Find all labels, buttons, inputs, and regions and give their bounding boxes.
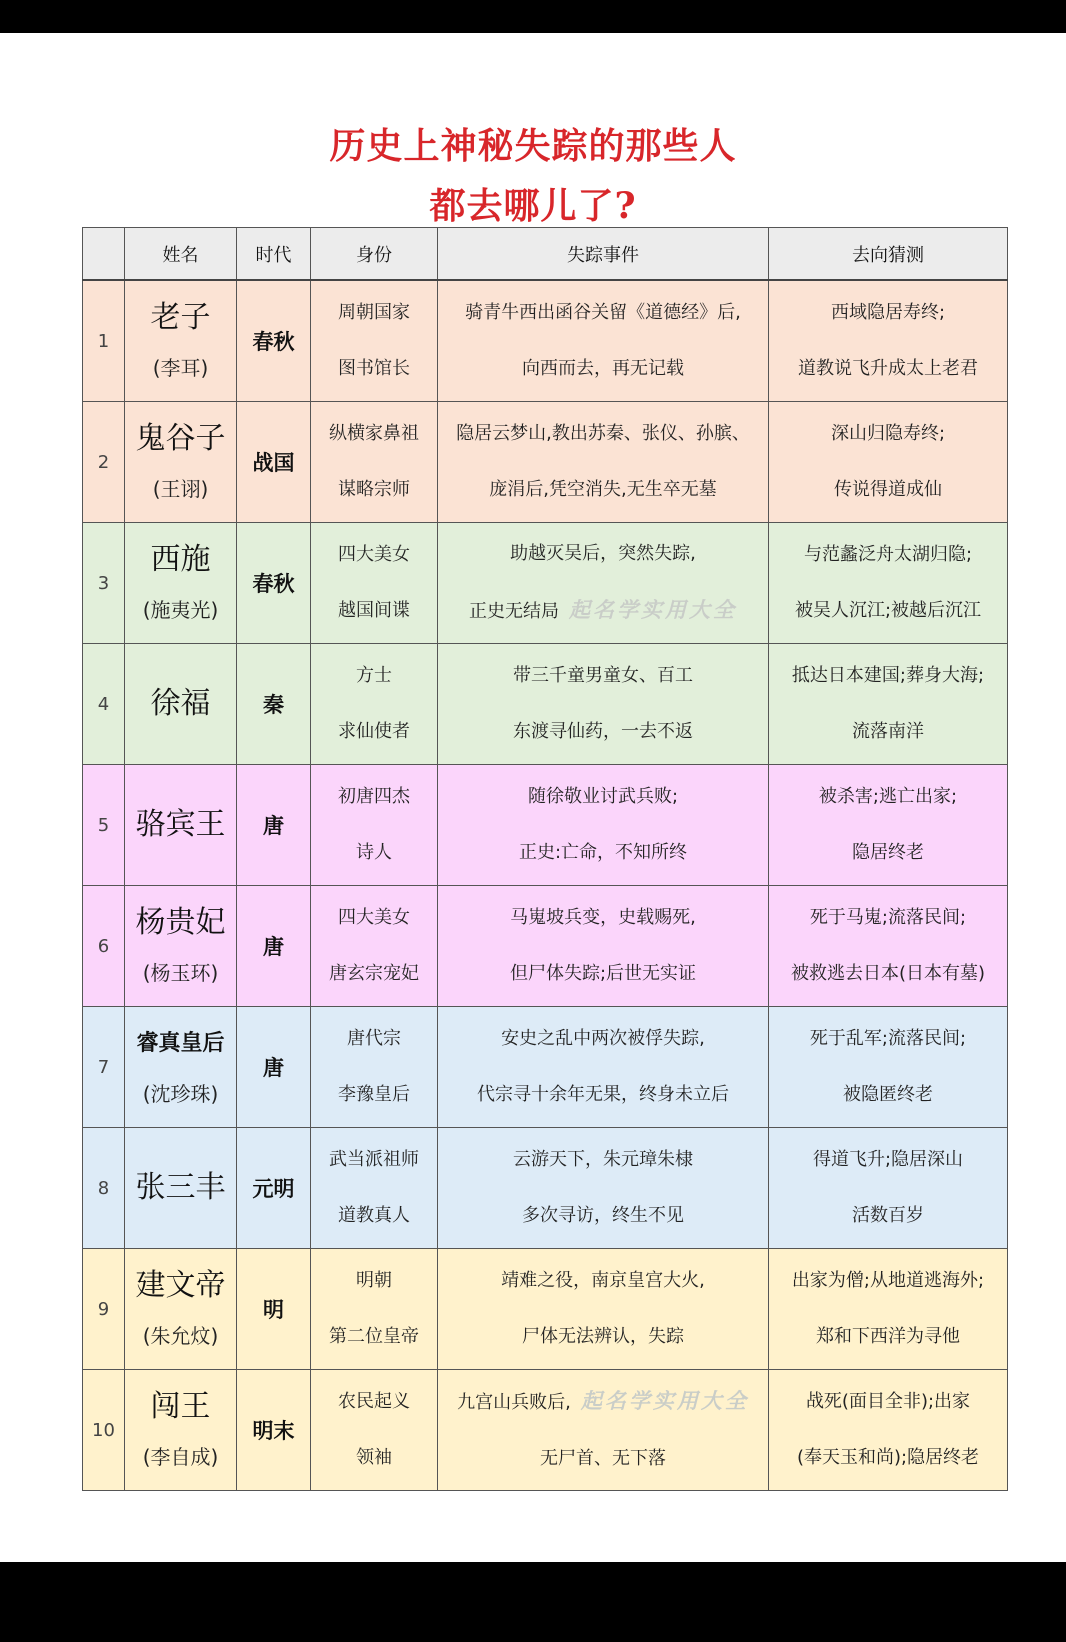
table-row: [83, 886, 1008, 1007]
identity-line: 四大美女: [338, 907, 410, 928]
event-cell: [438, 644, 769, 765]
identity-cell: [311, 1249, 438, 1370]
era-cell: 元明: [237, 1128, 311, 1249]
event-cell: [438, 402, 769, 523]
event-line: 但尸体失踪;后世无实证: [509, 963, 697, 984]
person-alias: (王诩): [152, 477, 209, 501]
watermark: 起名学实用大全: [580, 1388, 749, 1413]
event-line-with-watermark: [438, 596, 768, 626]
header-era: 时代: [237, 228, 311, 281]
event-cell: [438, 1007, 769, 1128]
name-cell: [125, 1128, 237, 1249]
guess-line: 得道飞升;隐居深山: [812, 1149, 964, 1170]
row-number: 8: [83, 1128, 125, 1249]
event-cell: [438, 280, 769, 402]
event-line: 多次寻访，终生不见: [522, 1205, 684, 1226]
guess-cell: [769, 765, 1008, 886]
guess-cell: [769, 402, 1008, 523]
person-alias: (朱允炆): [142, 1324, 219, 1348]
event-line: 东渡寻仙药，一去不返: [513, 721, 693, 742]
identity-cell: [311, 1128, 438, 1249]
person-name: 骆宾王: [135, 807, 226, 842]
table-row: [83, 1370, 1008, 1491]
row-number: 1: [83, 280, 125, 402]
event-line: 正史:亡命，不知所终: [518, 842, 688, 863]
guess-line: (奉天玉和尚);隐居终老: [796, 1447, 980, 1468]
guess-line: 与范蠡泛舟太湖归隐;: [803, 544, 973, 565]
identity-line: 第二位皇帝: [329, 1326, 419, 1347]
identity-line: 谋略宗师: [338, 479, 410, 500]
identity-cell: [311, 886, 438, 1007]
identity-cell: [311, 644, 438, 765]
guess-line: 被隐匿终老: [843, 1084, 933, 1105]
table-row: [83, 765, 1008, 886]
guess-cell: [769, 1128, 1008, 1249]
event-line: 靖难之役，南京皇宫大火,: [501, 1270, 705, 1291]
person-name: 老子: [150, 300, 211, 335]
table-row: [83, 402, 1008, 523]
person-name: 鬼谷子: [135, 421, 226, 456]
era-cell: 明末: [237, 1370, 311, 1491]
row-number: 5: [83, 765, 125, 886]
event-line: 马嵬坡兵变，史载赐死,: [510, 907, 696, 928]
identity-line: 求仙使者: [338, 721, 410, 742]
name-cell: [125, 644, 237, 765]
guess-cell: [769, 1249, 1008, 1370]
guess-line: 出家为僧;从地道逃海外;: [791, 1270, 985, 1291]
person-alias: (沈珍珠): [142, 1082, 219, 1106]
person-alias: (李自成): [142, 1445, 219, 1469]
identity-line: 四大美女: [338, 544, 410, 565]
era-cell: 明: [237, 1249, 311, 1370]
row-number: 3: [83, 523, 125, 644]
row-number: 6: [83, 886, 125, 1007]
table-row: [83, 644, 1008, 765]
table-row: [83, 280, 1008, 402]
table-row: [83, 1007, 1008, 1128]
header-identity: 身份: [311, 228, 438, 281]
event-line: 安史之乱中两次被俘失踪,: [501, 1028, 705, 1049]
event-line: 带三千童男童女、百工: [513, 665, 693, 686]
guess-line: 被杀害;逃亡出家;: [818, 786, 958, 807]
guess-line: 活数百岁: [852, 1205, 924, 1226]
event-line: 代宗寻十余年无果，终身未立后: [477, 1084, 729, 1105]
name-cell: [125, 402, 237, 523]
header-name: 姓名: [125, 228, 237, 281]
name-cell: [125, 523, 237, 644]
identity-line: 越国间谍: [338, 600, 410, 621]
person-name: 张三丰: [135, 1170, 226, 1205]
guess-line: 西域隐居寿终;: [830, 302, 946, 323]
guess-cell: [769, 644, 1008, 765]
identity-line: 初唐四杰: [338, 786, 410, 807]
person-alias: (施夷光): [142, 598, 219, 622]
name-cell: [125, 1370, 237, 1491]
person-name: 睿真皇后: [136, 1031, 225, 1056]
identity-line: 周朝国家: [338, 302, 410, 323]
name-cell: [125, 1249, 237, 1370]
person-name: 建文帝: [135, 1268, 226, 1303]
era-cell: 春秋: [237, 280, 311, 402]
identity-line: 唐玄宗宠妃: [329, 963, 419, 984]
table-row: [83, 523, 1008, 644]
event-line: 九宫山兵败后,: [457, 1392, 571, 1413]
identity-cell: [311, 402, 438, 523]
event-line: 向西而去，再无记载: [522, 358, 684, 379]
row-number: 4: [83, 644, 125, 765]
person-name: 杨贵妃: [135, 905, 226, 940]
era-cell: 秦: [237, 644, 311, 765]
era-cell: 战国: [237, 402, 311, 523]
event-cell: [438, 765, 769, 886]
header-guess: 去向猜测: [769, 228, 1008, 281]
event-line: 隐居云梦山,教出苏秦、张仪、孙膑、: [456, 423, 750, 444]
table-row: [83, 1128, 1008, 1249]
identity-line: 纵横家鼻祖: [329, 423, 419, 444]
era-cell: 唐: [237, 765, 311, 886]
identity-line: 李豫皇后: [338, 1084, 410, 1105]
identity-line: 唐代宗: [347, 1028, 401, 1049]
era-cell: 唐: [237, 1007, 311, 1128]
name-cell: [125, 280, 237, 402]
guess-line: 抵达日本建国;葬身大海;: [791, 665, 985, 686]
person-name: 徐福: [150, 686, 211, 721]
header-event: 失踪事件: [438, 228, 769, 281]
header-no: [83, 228, 125, 281]
event-line: 助越灭吴后，突然失踪,: [510, 543, 696, 564]
guess-line: 被救逃去日本(日本有墓): [790, 963, 986, 984]
guess-line: 传说得道成仙: [834, 479, 942, 500]
event-line: 无尸首、无下落: [540, 1448, 666, 1469]
event-line: 尸体无法辨认，失踪: [522, 1326, 684, 1347]
guess-line: 深山归隐寿终;: [830, 423, 946, 444]
era-cell: 唐: [237, 886, 311, 1007]
guess-cell: [769, 280, 1008, 402]
row-number: 9: [83, 1249, 125, 1370]
row-number: 10: [83, 1370, 125, 1491]
row-number: 2: [83, 402, 125, 523]
event-line: 骑青牛西出函谷关留《道德经》后,: [465, 302, 741, 323]
event-line: 随徐敬业讨武兵败;: [527, 786, 679, 807]
guess-line: 死于马嵬;流落民间;: [809, 907, 967, 928]
event-line-with-watermark: [438, 1387, 768, 1417]
guess-line: 死于乱军;流落民间;: [809, 1028, 967, 1049]
page-title-line2: 都去哪儿了?: [429, 185, 637, 227]
identity-cell: [311, 523, 438, 644]
guess-line: 隐居终老: [852, 842, 924, 863]
person-alias: (李耳): [152, 356, 209, 380]
top-black-bar: [0, 0, 1066, 33]
identity-line: 武当派祖师: [329, 1149, 419, 1170]
name-cell: [125, 765, 237, 886]
person-name: 西施: [150, 542, 211, 577]
table-header-row: [83, 228, 1008, 281]
identity-line: 诗人: [356, 842, 392, 863]
guess-cell: [769, 886, 1008, 1007]
event-line: 正史无结局: [469, 601, 559, 622]
guess-cell: [769, 523, 1008, 644]
identity-cell: [311, 280, 438, 402]
identity-line: 农民起义: [338, 1391, 410, 1412]
identity-line: 道教真人: [338, 1205, 410, 1226]
guess-line: 战死(面目全非);出家: [805, 1391, 971, 1412]
era-cell: 春秋: [237, 523, 311, 644]
event-cell: [438, 886, 769, 1007]
event-cell: [438, 1370, 769, 1491]
identity-line: 领袖: [356, 1447, 392, 1468]
guess-line: 被吴人沉江;被越后沉江: [794, 600, 982, 621]
guess-line: 流落南洋: [852, 721, 924, 742]
identity-line: 方士: [356, 665, 392, 686]
guess-cell: [769, 1007, 1008, 1128]
event-line: 庞涓后,凭空消失,无生卒无墓: [489, 479, 717, 500]
guess-line: 道教说飞升成太上老君: [798, 358, 978, 379]
identity-cell: [311, 1370, 438, 1491]
page-title-line1: 历史上神秘失踪的那些人: [329, 125, 737, 167]
event-line: 云游天下，朱元璋朱棣: [513, 1149, 693, 1170]
event-cell: [438, 523, 769, 644]
guess-cell: [769, 1370, 1008, 1491]
missing-persons-table: [82, 227, 1008, 1491]
name-cell: [125, 1007, 237, 1128]
identity-line: 图书馆长: [338, 358, 410, 379]
event-cell: [438, 1249, 769, 1370]
watermark: 起名学实用大全: [569, 597, 737, 622]
person-name: 闯王: [150, 1389, 211, 1424]
bottom-black-bar: [0, 1562, 1066, 1642]
row-number: 7: [83, 1007, 125, 1128]
identity-cell: [311, 765, 438, 886]
table-row: [83, 1249, 1008, 1370]
identity-line: 明朝: [356, 1270, 392, 1291]
person-alias: (杨玉环): [142, 961, 219, 985]
name-cell: [125, 886, 237, 1007]
event-cell: [438, 1128, 769, 1249]
guess-line: 郑和下西洋为寻他: [816, 1326, 960, 1347]
identity-cell: [311, 1007, 438, 1128]
